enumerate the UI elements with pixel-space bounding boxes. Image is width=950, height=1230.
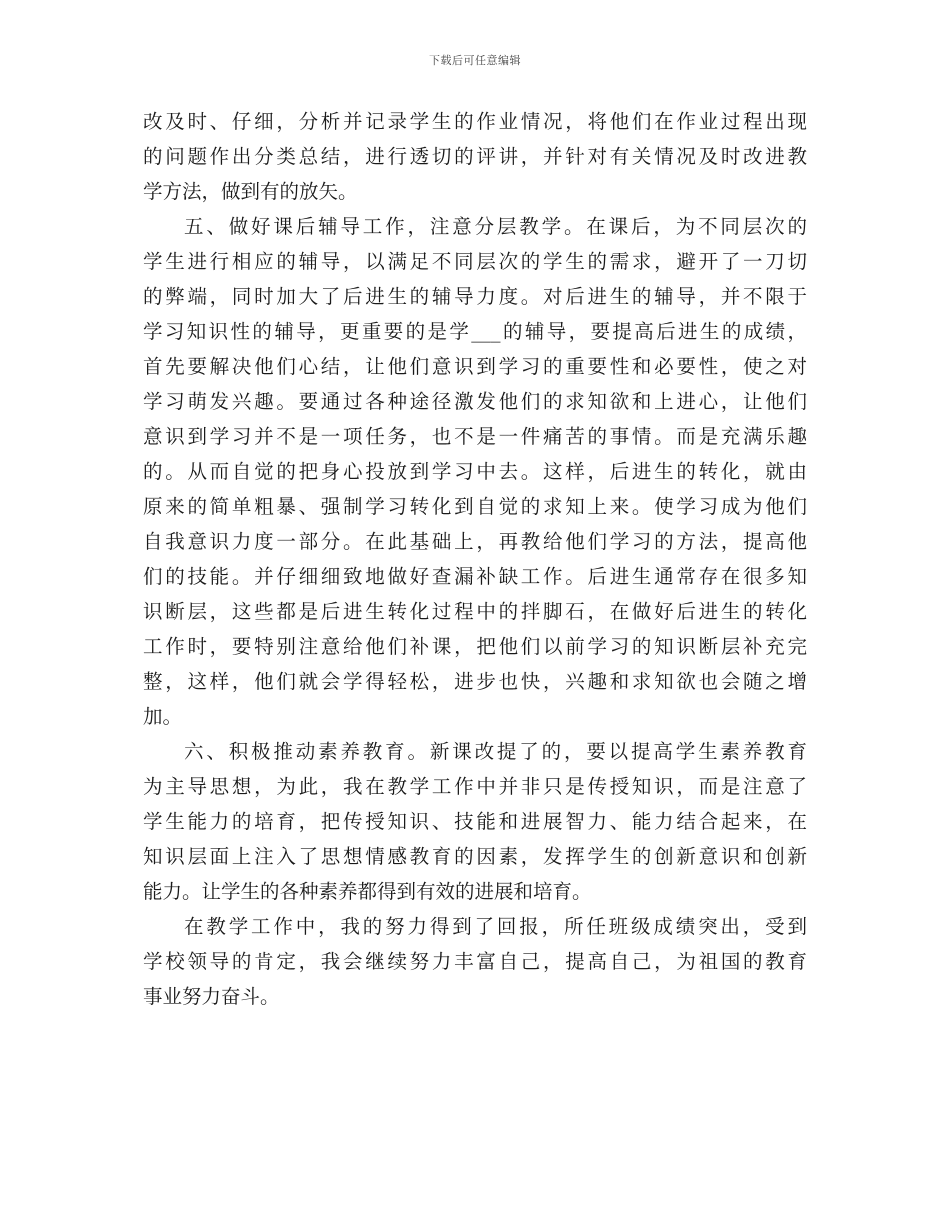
- text-line: 学习萌发兴趣。要通过各种途径激发他们的求知欲和上进心，让他们: [143, 390, 807, 413]
- text-line: 的问题作出分类总结，进行透切的评讲，并针对有关情况及时改进教: [143, 145, 807, 168]
- text-line: 学生能力的培育，把传授知识、技能和进展智力、能力结合起来，在: [143, 810, 807, 833]
- text-line: 知识层面上注入了思想情感教育的因素，发挥学生的创新意识和创新: [143, 845, 807, 868]
- text-line: 工作时，要特别注意给他们补课，把他们以前学习的知识断层补充完: [143, 635, 807, 658]
- text-line: 识断层，这些都是后进生转化过程中的拌脚石，在做好后进生的转化: [143, 600, 807, 623]
- text-line: 整，这样，他们就会学得轻松，进步也快，兴趣和求知欲也会随之增: [143, 670, 807, 693]
- text-line: 意识到学习并不是一项任务，也不是一件痛苦的事情。而是充满乐趣: [143, 425, 807, 448]
- text-line: 原来的简单粗暴、强制学习转化到自觉的求知上来。使学习成为他们: [143, 495, 807, 518]
- text-line: 自我意识力度一部分。在此基础上，再教给他们学习的方法，提高他: [143, 530, 807, 553]
- text-line: 事业努力奋斗。: [143, 985, 280, 1008]
- text-line: 在教学工作中，我的努力得到了回报，所任班级成绩突出，受到: [184, 915, 807, 938]
- text-line: 学方法，做到有的放矢。: [143, 180, 358, 203]
- text-line: 为主导思想，为此，我在教学工作中并非只是传授知识，而是注意了: [143, 775, 807, 798]
- text-line: 改及时、仔细，分析并记录学生的作业情况，将他们在作业过程出现: [143, 110, 807, 133]
- text-line: 首先要解决他们心结，让他们意识到学习的重要性和必要性，使之对: [143, 355, 807, 378]
- document-body: [143, 104, 807, 1014]
- text-line: 们的技能。并仔细细致地做好查漏补缺工作。后进生通常存在很多知: [143, 565, 807, 588]
- text-line: 学校领导的肯定，我会继续努力丰富自己，提高自己，为祖国的教育: [143, 950, 807, 973]
- text-line: 加。: [143, 705, 183, 728]
- text-line: 五、做好课后辅导工作，注意分层教学。在课后，为不同层次的: [184, 215, 807, 238]
- text-line: 学生进行相应的辅导，以满足不同层次的学生的需求，避开了一刀切: [143, 250, 807, 273]
- text-line: 的弊端，同时加大了后进生的辅导力度。对后进生的辅导，并不限于: [143, 285, 807, 308]
- text-line: 能力。让学生的各种素养都得到有效的进展和培育。: [143, 880, 592, 903]
- text-line: 六、积极推动素养教育。新课改提了的，要以提高学生素养教育: [184, 740, 807, 763]
- page-header: 下载后可任意编辑: [429, 54, 521, 67]
- text-line: 学习知识性的辅导，更重要的是学___的辅导，要提高后进生的成绩，: [143, 320, 807, 343]
- text-line: 的。从而自觉的把身心投放到学习中去。这样，后进生的转化，就由: [143, 460, 807, 483]
